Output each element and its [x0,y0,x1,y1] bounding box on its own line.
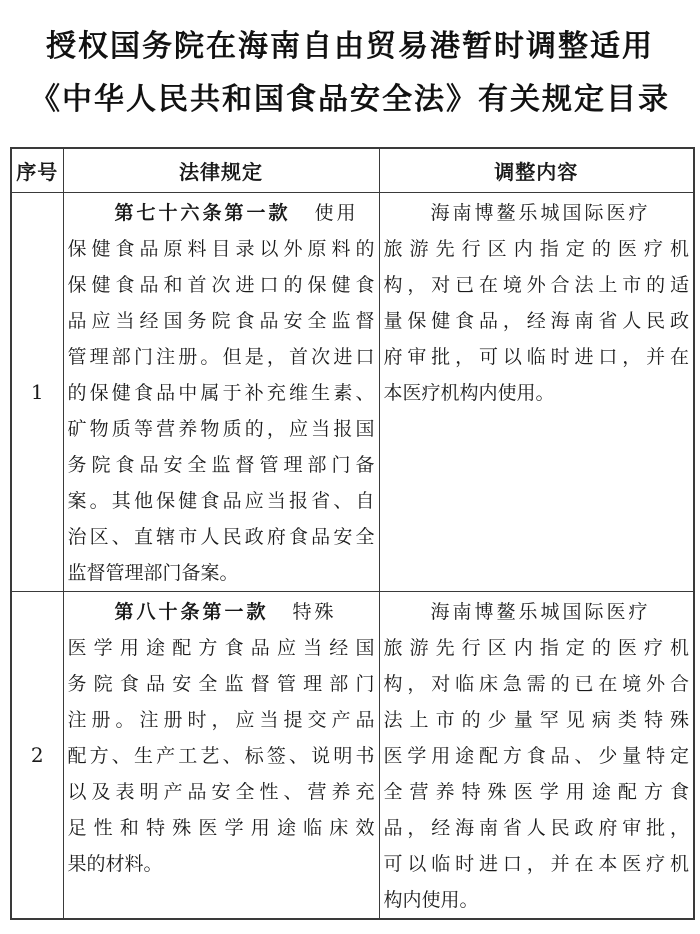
text-line: 海南博鳌乐城国际医疗 [430,201,651,224]
text-line: 案。其他保健食品应当报省、自 [67,489,375,512]
text-line: 监督管理部门备案。 [67,561,239,584]
text-line: 医学用途配方食品、少量特定 [383,744,689,767]
text-line: 法上市的少量罕见病类特殊 [383,708,689,731]
regulations-table [10,147,695,920]
text-line: 医学用途配方食品应当经国 [67,636,375,659]
article-heading: 第八十条第一款 [114,600,269,623]
text-line: 足性和特殊医学用途临床效 [67,816,375,839]
text-line [68,594,375,630]
text-line: 品应当经国务院食品安全监督 [67,309,375,332]
header-adjustment-content: 调整内容 [379,148,694,192]
title-line-1: 授权国务院在海南自由贸易港暂时调整适用 [46,29,654,64]
text-line [68,195,375,231]
text-line: 本医疗机构内使用。 [383,381,555,404]
text-line: 可以临时进口，并在本医疗机 [383,852,689,875]
text-line: 注册。注册时，应当提交产品 [67,708,375,731]
text-line: 构，对已在境外合法上市的适 [383,273,689,296]
heading-tail: 特殊 [292,600,337,623]
text-line: 配方、生产工艺、标签、说明书 [67,744,375,767]
text-line: 构内使用。 [383,888,479,911]
serial-number-cell: 1 [11,192,63,591]
header-serial-number: 序号 [11,148,63,192]
text-line: 海南博鳌乐城国际医疗 [430,600,651,623]
adjustment-content-cell [379,192,694,591]
text-line: 保健食品原料目录以外原料的 [67,237,375,260]
text-line: 保健食品和首次进口的保健食 [67,273,375,296]
text-line: 全营养特殊医学用途配方食 [383,780,689,803]
text-line: 旅游先行区内指定的医疗机 [383,636,689,659]
serial-number-cell: 2 [11,591,63,919]
text-line: 果的材料。 [67,852,163,875]
legal-provision-cell [63,591,379,919]
table-row [11,591,694,919]
article-heading: 第七十六条第一款 [114,201,291,224]
adjustment-content-cell [379,591,694,919]
text-line: 治区、直辖市人民政府食品安全 [67,525,375,548]
table-row [11,192,694,591]
text-line: 构，对临床急需的已在境外合 [383,672,689,695]
text-line: 品，经海南省人民政府审批， [383,816,689,839]
header-legal-provision: 法律规定 [63,148,379,192]
legal-provision-cell [63,192,379,591]
heading-tail: 使用 [314,201,359,224]
text-line: 务院食品安全监督管理部门 [67,672,375,695]
text-line: 务院食品安全监督管理部门备 [67,453,375,476]
text-line: 府审批，可以临时进口，并在 [383,345,689,368]
text-line: 以及表明产品安全性、营养充 [67,780,375,803]
text-line: 管理部门注册。但是，首次进口 [67,345,375,368]
text-line: 矿物质等营养物质的，应当报国 [67,417,375,440]
title-line-2: 《中华人民共和国食品安全法》有关规定目录 [30,82,670,117]
document-title [0,0,700,126]
text-line: 旅游先行区内指定的医疗机 [383,237,689,260]
text-line: 的保健食品中属于补充维生素、 [67,381,375,404]
table-header-row [11,148,694,192]
text-line: 量保健食品，经海南省人民政 [383,309,689,332]
